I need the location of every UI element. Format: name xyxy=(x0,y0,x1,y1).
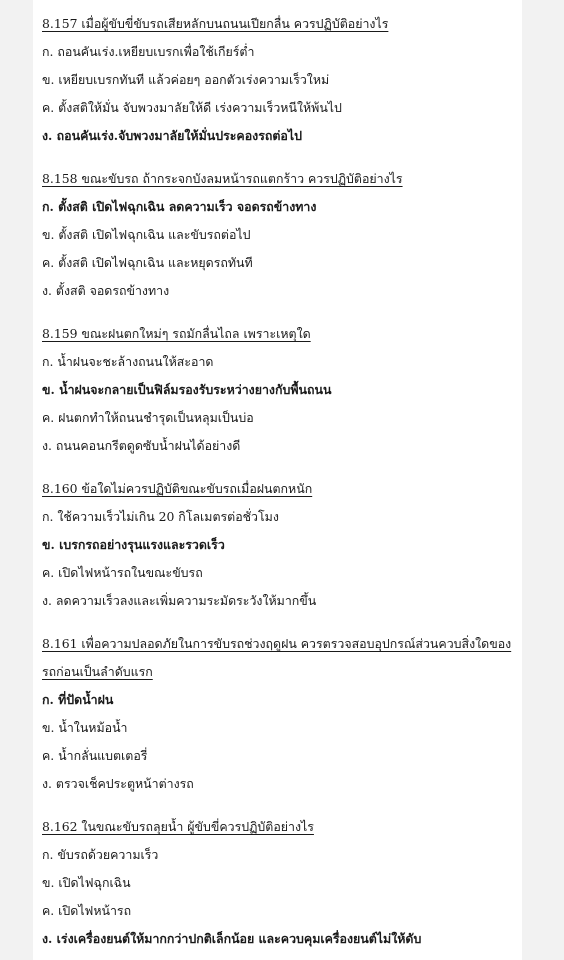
question-title: 8.160 ข้อใดไม่ควรปฏิบัติขณะขับรถเมื่อฝนตกหนัก xyxy=(42,481,313,496)
option-a: ก. ใช้ความเร็วไม่เกิน 20 กิโลเมตรต่อชั่วโมง xyxy=(42,509,279,524)
option-a: ก. น้ำฝนจะชะล้างถนนให้สะอาด xyxy=(42,354,214,369)
option-a-correct: ก. ตั้งสติ เปิดไฟฉุกเฉิน ลดความเร็ว จอดรถข้างทาง xyxy=(42,199,317,214)
option-b: ข. ตั้งสติ เปิดไฟฉุกเฉิน และขับรถต่อไป xyxy=(42,227,251,242)
option-b: ข. เหยียบเบรกทันที แล้วค่อยๆ ออกตัวเร่งความเร็วใหม่ xyxy=(42,72,330,87)
option-d-correct: ง. ถอนคันเร่ง.จับพวงมาลัยให้มั่นประคองรถต่อไป xyxy=(42,128,302,143)
question-title: 8.158 ขณะขับรถ ถ้ากระจกบังลมหน้ารถแตกร้าว ควรปฏิบัติอย่างไร xyxy=(42,171,403,186)
option-a: ก. ถอนคันเร่ง.เหยียบเบรกเพื่อใช้เกียร์ต่ำ xyxy=(42,44,255,59)
option-c: ค. ฝนตกทำให้ถนนชำรุดเป็นหลุมเป็นบ่อ xyxy=(42,410,254,425)
question-8-159 xyxy=(42,320,518,460)
question-8-160 xyxy=(42,475,518,615)
option-d: ง. ตรวจเช็คประตูหน้าต่างรถ xyxy=(42,776,194,791)
question-title: 8.157 เมื่อผู้ขับขี่ขับรถเสียหลักบนถนนเปียกลื่น ควรปฏิบัติอย่างไร xyxy=(42,16,389,31)
option-d: ง. ลดความเร็วลงและเพิ่มความระมัดระวังให้มากขึ้น xyxy=(42,593,317,608)
option-c: ค. เปิดไฟหน้ารถในขณะขับรถ xyxy=(42,565,203,580)
option-b-correct: ข. เบรกรถอย่างรุนแรงและรวดเร็ว xyxy=(42,537,225,552)
question-title: 8.161 เพื่อความปลอดภัยในการขับรถช่วงฤดูฝน ควรตรวจสอบอุปกรณ์ส่วนควบสิ่งใดของรถก่อนเป็นลำดับแรก xyxy=(42,636,512,679)
question-title: 8.159 ขณะฝนตกใหม่ๆ รถมักลื่นไถล เพราะเหตุใด xyxy=(42,326,311,341)
question-8-161 xyxy=(42,630,518,798)
option-d: ง. ตั้งสติ จอดรถข้างทาง xyxy=(42,283,170,298)
option-b-correct: ข. น้ำฝนจะกลายเป็นฟิล์มรองรับระหว่างยางกับพื้นถนน xyxy=(42,382,332,397)
question-8-157 xyxy=(42,10,518,150)
option-d: ง. ถนนคอนกรีตดูดซับน้ำฝนได้อย่างดี xyxy=(42,438,241,453)
option-c: ค. ตั้งสติ เปิดไฟฉุกเฉิน และหยุดรถทันที xyxy=(42,255,253,270)
question-8-158 xyxy=(42,165,518,305)
option-a-correct: ก. ที่ปัดน้ำฝน xyxy=(42,692,114,707)
question-8-162 xyxy=(42,813,518,953)
option-a: ก. ขับรถด้วยความเร็ว xyxy=(42,847,159,862)
option-c: ค. เปิดไฟหน้ารถ xyxy=(42,903,132,918)
question-title: 8.162 ในขณะขับรถลุยน้ำ ผู้ขับขี่ควรปฏิบัติอย่างไร xyxy=(42,819,314,834)
option-b: ข. เปิดไฟฉุกเฉิน xyxy=(42,875,131,890)
quiz-page xyxy=(33,0,522,960)
option-b: ข. น้ำในหม้อน้ำ xyxy=(42,720,128,735)
option-d-correct: ง. เร่งเครื่องยนต์ให้มากกว่าปกติเล็กน้อย และควบคุมเครื่องยนต์ไม่ให้ดับ xyxy=(42,931,422,946)
option-c: ค. น้ำกลั่นแบตเตอรี่ xyxy=(42,748,148,763)
option-c: ค. ตั้งสติให้มั่น จับพวงมาลัยให้ดี เร่งความเร็วหนีให้พ้นไป xyxy=(42,100,342,115)
